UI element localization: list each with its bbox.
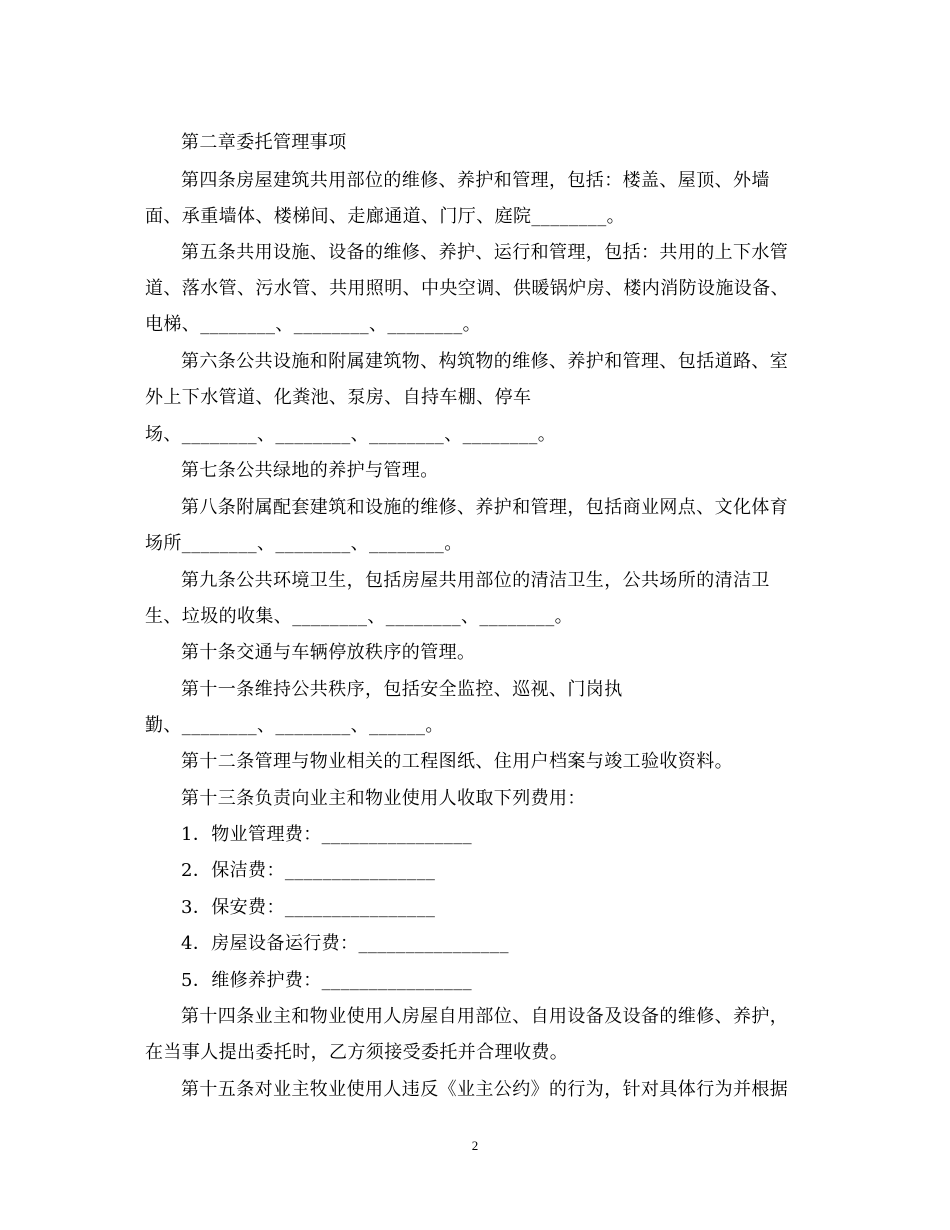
article-6-line-2: 外上下水管道、化粪池、泵房、自持车棚、停车 [145,387,532,408]
page-number: 2 [471,1138,479,1153]
article-8-line-1: 第八条附属配套建筑和设施的维修、养护和管理，包括商业网点、文化体育 [181,497,789,518]
article-10: 第十条交通与车辆停放秩序的管理。 [181,642,476,663]
article-6-line-3: 场、________、________、________、________。 [145,424,557,445]
article-7: 第七条公共绿地的养护与管理。 [181,460,439,481]
fee-item-5: 5．维修养护费：________________ [181,970,473,991]
fee-item-1: 1．物业管理费：________________ [181,824,473,845]
fee-item-2: 2．保洁费：________________ [181,860,436,881]
article-4-line-2: 面、承重墙体、楼梯间、走廊通道、门厅、庭院________。 [145,206,625,227]
article-11-line-1: 第十一条维持公共秩序，包括安全监控、巡视、门岗执 [181,679,623,700]
article-14-line-1: 第十四条业主和物业使用人房屋自用部位、自用设备及设备的维修、养护， [181,1006,789,1027]
article-6-line-1: 第六条公共设施和附属建筑物、构筑物的维修、养护和管理、包括道路、室 [181,351,789,372]
fee-item-4: 4．房屋设备运行费：________________ [181,933,509,954]
chapter-heading: 第二章委托管理事项 [181,132,347,153]
article-13: 第十三条负责向业主和物业使用人收取下列费用： [181,788,586,809]
article-5-line-2: 道、落水管、污水管、共用照明、中央空调、供暖锅炉房、楼内消防设施设备、 [145,278,789,299]
article-14-line-2: 在当事人提出委托时，乙方须接受委托并合理收费。 [145,1042,569,1063]
article-9-line-2: 生、垃圾的收集、________、________、________。 [145,606,573,627]
article-8-line-2: 场所________、________、________。 [145,533,463,554]
article-12: 第十二条管理与物业相关的工程图纸、住用户档案与竣工验收资料。 [181,751,733,772]
article-9-line-1: 第九条公共环境卫生，包括房屋共用部位的清洁卫生，公共场所的清洁卫 [181,570,770,591]
article-4-line-1: 第四条房屋建筑共用部位的维修、养护和管理，包括：楼盖、屋顶、外墙 [181,170,770,191]
article-5-line-3: 电梯、________、________、________。 [145,314,481,335]
fee-item-3: 3．保安费：________________ [181,897,436,918]
article-5-line-1: 第五条共用设施、设备的维修、养护、运行和管理，包括：共用的上下水管 [181,242,789,263]
article-15-line-1: 第十五条对业主牧业使用人违反《业主公约》的行为，针对具体行为并根据 [181,1079,789,1100]
article-11-line-2: 勤、________、________、______。 [145,715,444,736]
